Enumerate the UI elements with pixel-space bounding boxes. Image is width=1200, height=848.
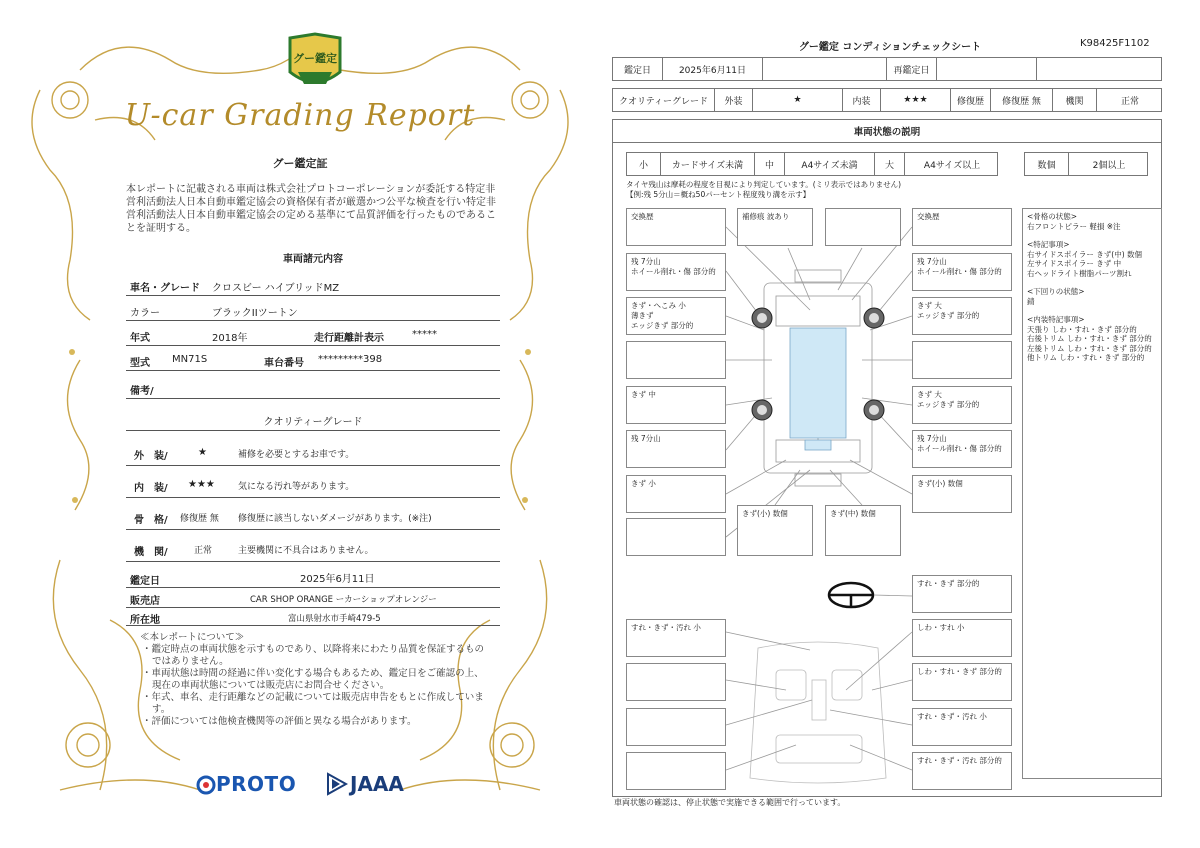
frame-value: 修復歴 無 [180, 514, 219, 524]
address-row [126, 608, 500, 626]
tire-note-line: タイヤ残山は摩耗の程度を目視により判定しています。(ミリ表示ではありません) [626, 180, 902, 189]
section-title: <骨格の状態> [1027, 212, 1078, 221]
bottom-note: 車両状態の確認は、停止状態で実施できる範囲で行っています。 [614, 798, 846, 807]
grade-row-exterior [126, 440, 500, 466]
spec-row-model [126, 347, 500, 371]
certificate-heading: グー鑑定証 [272, 157, 328, 170]
condition-box: きず 小 [626, 475, 726, 513]
sheet-date-value: 2025年6月11日 [663, 58, 763, 80]
section-line: 錆 [1027, 296, 1035, 306]
note-item: ・車両状態は時間の経過に伴い変化する場合もあるため、鑑定日をご確認の上、現在の車両状態については販売店にお問合せください。 [142, 668, 484, 691]
quality-section-title: クオリティーグレード [263, 417, 363, 428]
name-value: クロスビー ハイブリッドMZ [212, 283, 340, 294]
ext-value: ★ [753, 89, 843, 111]
sheet-title: グー鑑定 コンディションチェックシート [798, 42, 982, 53]
condition-box [825, 208, 901, 246]
redate-label: 再鑑定日 [887, 58, 937, 80]
engine-label: 機 関/ [134, 547, 168, 558]
date-label: 鑑定日 [130, 576, 160, 587]
condition-box [626, 708, 726, 746]
tire-note-line: 【例:残 5分山＝概ね50パーセント程度残り溝を示す】 [626, 189, 811, 199]
condition-box: きず(中) 数個 [825, 505, 901, 556]
mileage-label: 走行距離計表示 [314, 333, 384, 344]
condition-box: きず 大 エッジきず 部分的 [912, 386, 1012, 424]
condition-check-sheet [600, 0, 1200, 848]
sheet-code: K98425F1102 [1080, 38, 1150, 49]
divider [126, 430, 500, 431]
note-item: ・評価については他検査機関等の評価と異なる場合があります。 [142, 716, 417, 727]
date-row [126, 566, 500, 588]
condition-box: 交換歴 [626, 208, 726, 246]
grade-row-interior [126, 472, 500, 498]
interior-label: 内 装/ [134, 483, 168, 494]
count-desc: 2個以上 [1092, 160, 1126, 171]
exterior-stars: ★ [198, 447, 207, 458]
section-line: 天張り しわ・すれ・きず 部分的 [1027, 324, 1137, 334]
condition-box [912, 341, 1012, 379]
color-value: ブラックIIツートン [212, 308, 298, 319]
spec-section-title: 車両諸元内容 [283, 254, 343, 265]
condition-desc-title: 車両状態の説明 [612, 119, 1162, 143]
date-value: 2025年6月11日 [300, 574, 375, 585]
jaaa-logo: JAAA [350, 772, 404, 796]
exterior-label: 外 装/ [134, 451, 168, 462]
size-mid-desc: A4サイズ未満 [785, 153, 875, 175]
name-label: 車名・グレード [130, 283, 200, 294]
section-line: 右ヘッドライト樹脂パーツ割れ [1027, 268, 1132, 278]
goo-appraisal-badge [286, 32, 344, 94]
grade-label: クオリティーグレード [613, 89, 715, 111]
model-label: 型式 [130, 358, 150, 369]
engine-value: 正常 [1120, 96, 1139, 107]
engine-value: 正常 [194, 546, 213, 556]
condition-box: すれ・きず・汚れ 小 [912, 708, 1012, 746]
condition-box: きず・へこみ 小 薄きず エッジきず 部分的 [626, 297, 726, 335]
size-mid: 中 [755, 153, 785, 175]
jaaa-logo-icon [326, 772, 348, 796]
size-large: 大 [875, 153, 905, 175]
proto-logo-icon [196, 774, 216, 796]
report-notes [140, 632, 490, 728]
int-value: ★★★ [881, 89, 951, 111]
color-label: カラー [130, 308, 160, 319]
exterior-desc: 補修を必要とするお車です。 [238, 450, 355, 460]
ext-label: 外装 [715, 89, 753, 111]
grade-row-engine [126, 536, 500, 562]
chassis-value: *********398 [318, 354, 383, 365]
condition-box: 交換歴 [912, 208, 1012, 246]
dealer-row [126, 588, 500, 608]
condition-box: しわ・すれ・きず 部分的 [912, 663, 1012, 701]
spec-row-year [126, 322, 500, 346]
special-notes-panel [1022, 208, 1162, 779]
condition-box: 残 7分山 ホイール削れ・傷 部分的 [912, 430, 1012, 468]
note-item: ・鑑定時点の車両状態を示すものであり、以降将来にわたり品質を保証するものではありません。 [142, 644, 485, 667]
address-label: 所在地 [130, 615, 160, 626]
engine-desc: 主要機関に不具合はありません。 [238, 546, 374, 556]
chassis-label: 車台番号 [264, 358, 304, 369]
size-large-desc: A4サイズ以上 [923, 160, 981, 171]
note-item: ・年式、車名、走行距離などの記載については販売店申告をもとに作成しています。 [142, 692, 484, 715]
condition-box: 残 7分山 ホイール削れ・傷 部分的 [912, 253, 1012, 291]
frame-desc: 修復歴に該当しないダメージがあります。(※注) [238, 514, 432, 524]
section-title: <下回りの状態> [1027, 287, 1085, 296]
condition-box [626, 341, 726, 379]
mileage-value: ***** [412, 329, 437, 340]
repair-label: 修復歴 [951, 89, 991, 111]
dealer-label: 販売店 [130, 596, 160, 607]
grade-row-frame [126, 504, 500, 530]
size-small-desc: カードサイズ未満 [661, 153, 755, 175]
size-small: 小 [627, 153, 661, 175]
repair-value: 修復歴 無 [991, 89, 1053, 111]
year-value: 2018年 [212, 333, 248, 344]
certificate-body: 本レポートに記載される車両は株式会社プロトコーポレーションが委託する特定非営利活動法人日本自動車鑑定協会の資格保有者が厳選かつ公平な検査を行い特定非営利活動法人日本自動車鑑定協会の定める基準にて品質評価を行ったものであることを証明する。 [126, 184, 496, 234]
engine-label: 機関 [1053, 89, 1097, 111]
condition-box: きず(小) 数個 [737, 505, 813, 556]
section-line: 右サイドスポイラー きず(中) 数個 [1027, 249, 1143, 259]
report-script-title: U-car Grading Report [124, 98, 476, 133]
sheet-date-label: 鑑定日 [613, 58, 663, 80]
proto-logo: PROTO [216, 772, 297, 796]
address-value: 富山県射水市手崎479-5 [288, 614, 381, 624]
badge-text: グー鑑定 [293, 52, 337, 65]
interior-desc: 気になる汚れ等があります。 [238, 482, 355, 492]
spec-row-remarks [126, 375, 500, 399]
condition-box: すれ・きず・汚れ 部分的 [912, 752, 1012, 790]
section-title: <内装特記事項> [1027, 315, 1085, 324]
frame-label: 骨 格/ [134, 515, 168, 526]
condition-box: きず 中 [626, 386, 726, 424]
dealer-value: CAR SHOP ORANGE ーカーショップオレンジー [250, 595, 437, 605]
section-line: 左後トリム しわ・すれ・きず 部分的 [1027, 343, 1152, 353]
model-value: MN71S [172, 354, 208, 365]
count-label: 数個 [1025, 153, 1069, 175]
condition-box: すれ・きず 部分的 [912, 575, 1012, 613]
section-line: 他トリム しわ・すれ・きず 部分的 [1027, 353, 1145, 362]
year-label: 年式 [130, 333, 150, 344]
condition-box: 残 7分山 [626, 430, 726, 468]
section-title: <特記事項> [1027, 240, 1070, 249]
condition-box [626, 663, 726, 701]
condition-box: しわ・すれ 小 [912, 619, 1012, 657]
remarks-label: 備考/ [130, 386, 154, 397]
section-line: 右後トリム しわ・すれ・きず 部分的 [1027, 334, 1152, 343]
condition-box [626, 752, 726, 790]
condition-box: すれ・きず・汚れ 小 [626, 619, 726, 657]
int-label: 内装 [843, 89, 881, 111]
section-line: 左サイドスポイラー きず 中 [1027, 259, 1122, 268]
interior-stars: ★★★ [188, 479, 215, 490]
condition-box: 補修痕 波あり [737, 208, 813, 246]
section-line: 右フロントピラー 軽損 ※注 [1027, 221, 1121, 231]
notes-title: ≪本レポートについて≫ [140, 632, 245, 643]
condition-box [626, 518, 726, 556]
spec-row-color [126, 297, 500, 321]
condition-box: 残 7分山 ホイール削れ・傷 部分的 [626, 253, 726, 291]
condition-box: きず 大 エッジきず 部分的 [912, 297, 1012, 335]
spec-row-name [126, 272, 500, 296]
condition-box: きず(小) 数個 [912, 475, 1012, 513]
